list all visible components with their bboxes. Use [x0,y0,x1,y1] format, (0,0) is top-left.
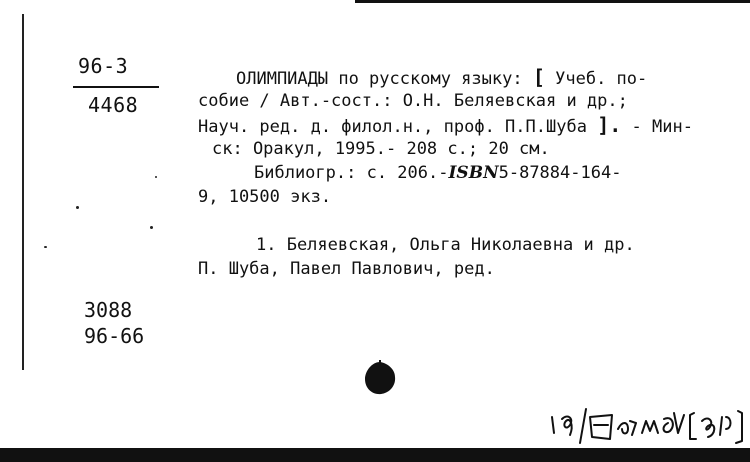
speck [155,176,157,178]
isbn-label: ISBN [448,163,499,183]
entry-line-2: собие / Авт.-сост.: О.Н. Беляевская и др.; [198,91,628,111]
entry-line-6: 9, 10500 экз. [198,187,332,207]
ink-blot [362,360,398,396]
inventory-number-1: 3088 [84,298,133,322]
speck [44,246,47,248]
tracing-line-2: П. Шуба, Павел Павлович, ред. [198,259,495,279]
card-top-edge [355,0,750,3]
place-text: - Мин- [631,117,693,137]
speck [76,206,79,209]
shelf-code: 96-3 [78,54,129,78]
entry-line-4: ск: Оракул, 1995.- 208 с.; 20 см. [212,139,550,159]
handwritten-note [546,403,750,447]
tracing-line-1: 1. Беляевская, Ольга Николаевна и др. [256,235,635,255]
isbn-number: 5-87884-164- [498,163,622,183]
inventory-number-2: 96-66 [84,324,145,348]
card-bottom-edge [0,448,750,462]
author-code: 4468 [88,93,139,117]
entry-line-3 [198,114,693,140]
bracket-open: [ [532,65,545,89]
shelf-code-rule [73,86,159,88]
editor-text: Науч. ред. д. филол.н., проф. П.П.Шуба [198,117,587,137]
title-text: ОЛИМПИАДЫ по русскому языку: [236,69,523,89]
bracket-close: ]. [597,113,622,137]
speck [150,226,153,229]
bibliography-note: Библиогр.: с. 206.- [254,163,449,183]
title-continuation: Учеб. по- [555,69,648,89]
card-left-edge [22,14,24,370]
entry-line-5 [254,162,621,186]
entry-line-1 [236,66,647,92]
